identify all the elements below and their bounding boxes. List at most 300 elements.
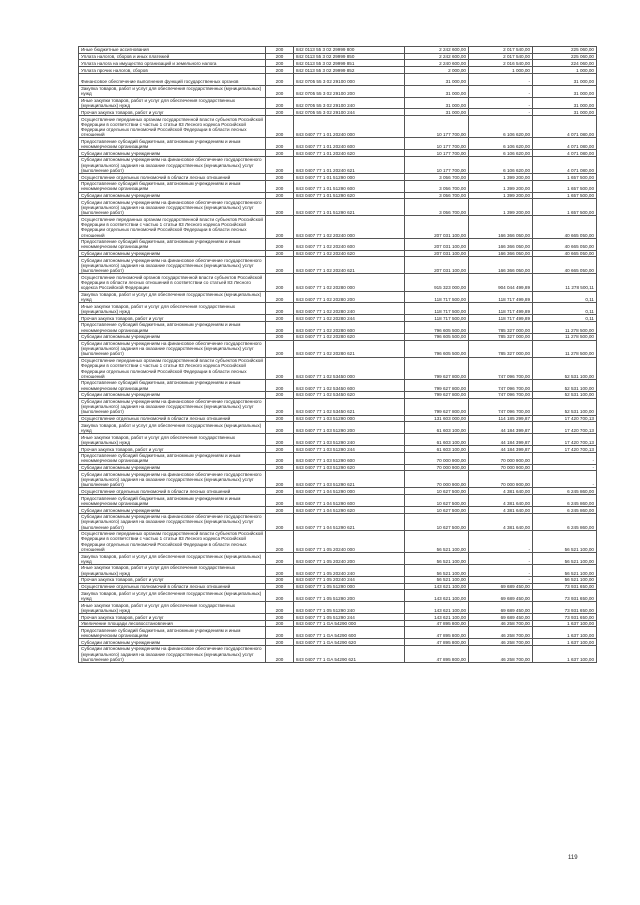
row-unexecuted: 56 521 100,00: [533, 564, 597, 576]
row-line-code: 200: [266, 156, 294, 173]
row-unexecuted: 4 071 080,00: [533, 150, 597, 157]
table-row: [79, 274, 597, 291]
table-row: [79, 583, 597, 590]
row-unexecuted: 17 420 700,13: [533, 446, 597, 453]
row-budget-code: 843 0407 77 1 01 20240 621: [294, 156, 405, 173]
row-line-code: 200: [266, 564, 294, 576]
table-row: [79, 452, 597, 464]
row-budget-code: 843 0407 77 1 03 51290 240: [294, 434, 405, 446]
row-name: Субсидии автономным учреждениям на финансовое обеспечение государственного (муниципального) задания на оказание государственных (муниципальных) услуг (выполнение работ): [79, 471, 266, 488]
row-approved: 70 000 900,00: [405, 471, 469, 488]
row-budget-code: 842 0705 55 3 02 29100 244: [294, 109, 405, 116]
row-executed: 2 017 540,00: [469, 53, 533, 60]
row-line-code: 200: [266, 553, 294, 565]
page-number: 119: [568, 855, 578, 861]
row-budget-code: 843 0407 77 1 04 51290 600: [294, 495, 405, 507]
row-line-code: 200: [266, 379, 294, 391]
table-row: [79, 627, 597, 639]
row-unexecuted: 31 000,00: [533, 73, 597, 85]
row-unexecuted: 73 931 650,00: [533, 590, 597, 602]
row-approved: 10 177 700,00: [405, 156, 469, 173]
row-line-code: 200: [266, 639, 294, 646]
row-budget-code: 843 0407 77 1 02 53450 600: [294, 379, 405, 391]
row-budget-code: 843 0407 77 1 03 51290 200: [294, 422, 405, 434]
row-approved: 10 177 700,00: [405, 150, 469, 157]
row-unexecuted: 0,11: [533, 315, 597, 322]
row-approved: 799 627 800,00: [405, 357, 469, 379]
row-name: Субсидии автономным учреждениям: [79, 250, 266, 257]
row-unexecuted: 1 657 500,00: [533, 174, 597, 181]
row-budget-code: 843 0407 77 1 02 20240 621: [294, 257, 405, 274]
row-line-code: 200: [266, 60, 294, 67]
table-row: [79, 150, 597, 157]
row-unexecuted: 4 071 080,00: [533, 156, 597, 173]
row-budget-code: 843 0407 77 1 01 20240 600: [294, 138, 405, 150]
row-approved: 131 603 000,00: [405, 415, 469, 422]
table-row: [79, 291, 597, 303]
row-unexecuted: 11 278 500,11: [533, 274, 597, 291]
row-budget-code: 843 0407 77 1 02 20240 000: [294, 216, 405, 238]
row-approved: 207 031 100,00: [405, 257, 469, 274]
row-line-code: 200: [266, 257, 294, 274]
row-line-code: 200: [266, 464, 294, 471]
row-name: Субсидии автономным учреждениям: [79, 391, 266, 398]
row-unexecuted: 4 071 080,00: [533, 138, 597, 150]
row-unexecuted: 11 278 500,00: [533, 333, 597, 340]
row-approved: 799 627 800,00: [405, 398, 469, 415]
row-unexecuted: 1 637 100,00: [533, 639, 597, 646]
row-budget-code: 843 0407 77 1 02 20280 600: [294, 321, 405, 333]
row-line-code: 200: [266, 180, 294, 192]
row-budget-code: 843 0407 77 1 04 51290 621: [294, 513, 405, 530]
row-line-code: 200: [266, 488, 294, 495]
table-row: [79, 379, 597, 391]
row-budget-code: 843 0407 77 1 05 51290 240: [294, 602, 405, 614]
row-approved: 207 031 100,00: [405, 216, 469, 238]
row-executed: 70 000 900,00: [469, 464, 533, 471]
row-unexecuted: 73 931 650,00: [533, 614, 597, 621]
row-line-code: 200: [266, 238, 294, 250]
row-executed: 747 096 700,00: [469, 357, 533, 379]
row-budget-code: 843 0407 77 1 05 20240 200: [294, 553, 405, 565]
row-line-code: 200: [266, 530, 294, 552]
row-executed: 4 381 640,00: [469, 488, 533, 495]
row-executed: 2 017 540,00: [469, 47, 533, 54]
row-name: Иные бюджетные ассигнования: [79, 47, 266, 54]
row-executed: 785 327 000,00: [469, 321, 533, 333]
row-approved: 70 000 900,00: [405, 464, 469, 471]
table-row: [79, 174, 597, 181]
row-name: Прочая закупка товаров, работ и услуг: [79, 576, 266, 583]
row-approved: 61 603 100,00: [405, 422, 469, 434]
row-unexecuted: 1 000,00: [533, 67, 597, 74]
row-name: Иные закупки товаров, работ и услуг для обеспечения государственных (муниципальных) нужд: [79, 303, 266, 315]
row-line-code: 200: [266, 398, 294, 415]
row-name: Иные закупки товаров, работ и услуг для обеспечения государственных (муниципальных) нужд: [79, 564, 266, 576]
row-executed: 1 399 200,00: [469, 199, 533, 216]
row-approved: 2 240 600,00: [405, 60, 469, 67]
row-name: Субсидии автономным учреждениям: [79, 464, 266, 471]
row-unexecuted: 0,11: [533, 303, 597, 315]
row-name: Субсидии автономным учреждениям на финансовое обеспечение государственного (муниципального) задания на оказание государственных (муниципальных) услуг (выполнение работ): [79, 156, 266, 173]
row-executed: 6 106 620,00: [469, 116, 533, 138]
row-approved: 31 000,00: [405, 85, 469, 97]
row-executed: 70 000 900,00: [469, 452, 533, 464]
row-executed: -: [469, 73, 533, 85]
table-row: [79, 97, 597, 109]
row-budget-code: 843 0407 77 1 02 20280 244: [294, 315, 405, 322]
row-line-code: 200: [266, 590, 294, 602]
row-unexecuted: 52 531 100,00: [533, 398, 597, 415]
row-approved: 796 605 500,00: [405, 340, 469, 357]
row-name: Закупка товаров, работ и услуг для обеспечения государственных (муниципальных) нужд: [79, 291, 266, 303]
row-line-code: 200: [266, 192, 294, 199]
row-unexecuted: 6 245 860,00: [533, 495, 597, 507]
table-row: [79, 60, 597, 67]
row-executed: -: [469, 553, 533, 565]
row-budget-code: 843 0407 77 1 01 20240 000: [294, 116, 405, 138]
row-executed: 118 717 499,89: [469, 315, 533, 322]
row-executed: 6 106 620,00: [469, 150, 533, 157]
row-unexecuted: 31 000,00: [533, 109, 597, 116]
row-line-code: 200: [266, 415, 294, 422]
table-row: [79, 199, 597, 216]
row-budget-code: 843 0407 77 1 02 20280 621: [294, 340, 405, 357]
table-row: [79, 180, 597, 192]
row-executed: 46 258 700,00: [469, 645, 533, 662]
table-row: [79, 303, 597, 315]
row-approved: 47 895 800,00: [405, 627, 469, 639]
row-name: Субсидии автономным учреждениям на финансовое обеспечение государственного (муниципального) задания на оказание государственных (муниципальных) услуг (выполнение работ): [79, 398, 266, 415]
row-approved: 10 627 500,00: [405, 507, 469, 514]
table-row: [79, 138, 597, 150]
budget-execution-table: [78, 46, 597, 663]
row-budget-code: 843 0407 77 1 02 20280 240: [294, 303, 405, 315]
row-executed: 1 399 200,00: [469, 174, 533, 181]
row-line-code: 200: [266, 291, 294, 303]
row-line-code: 200: [266, 321, 294, 333]
table-row: [79, 639, 597, 646]
row-executed: -: [469, 530, 533, 552]
row-approved: 10 177 700,00: [405, 138, 469, 150]
row-unexecuted: 6 245 860,00: [533, 488, 597, 495]
row-unexecuted: 73 931 650,00: [533, 602, 597, 614]
table-row: [79, 553, 597, 565]
row-line-code: 200: [266, 357, 294, 379]
row-approved: 56 521 100,00: [405, 553, 469, 565]
table-row: [79, 250, 597, 257]
table-row: [79, 620, 597, 627]
row-budget-code: 843 0407 77 1 05 51290 200: [294, 590, 405, 602]
row-line-code: 200: [266, 97, 294, 109]
table-row: [79, 257, 597, 274]
table-row: [79, 109, 597, 116]
row-executed: 785 327 000,00: [469, 340, 533, 357]
row-line-code: 200: [266, 602, 294, 614]
table-row: [79, 53, 597, 60]
row-budget-code: 842 0705 55 3 02 29100 200: [294, 85, 405, 97]
row-unexecuted: 225 060,00: [533, 53, 597, 60]
table-row: [79, 564, 597, 576]
row-executed: 747 096 700,00: [469, 391, 533, 398]
row-unexecuted: -: [533, 452, 597, 464]
table-row: [79, 590, 597, 602]
row-unexecuted: 11 278 500,00: [533, 340, 597, 357]
row-executed: -: [469, 576, 533, 583]
row-line-code: 200: [266, 446, 294, 453]
row-approved: 118 717 500,00: [405, 315, 469, 322]
row-name: Предоставление субсидий бюджетным, автономным учреждениям и иным некоммерческим организациям: [79, 138, 266, 150]
table-row: [79, 446, 597, 453]
row-budget-code: 843 0407 77 1 03 51290 620: [294, 464, 405, 471]
row-unexecuted: 56 521 100,00: [533, 553, 597, 565]
row-name: Субсидии автономным учреждениям: [79, 192, 266, 199]
row-executed: 69 689 450,00: [469, 602, 533, 614]
row-line-code: 200: [266, 513, 294, 530]
row-executed: -: [469, 97, 533, 109]
row-budget-code: 843 0407 77 1 04 51290 620: [294, 507, 405, 514]
row-line-code: 200: [266, 85, 294, 97]
row-budget-code: 843 0407 77 1 02 20240 600: [294, 238, 405, 250]
table-row: [79, 602, 597, 614]
row-name: Предоставление субсидий бюджетным, автономным учреждениям и иным некоммерческим организациям: [79, 452, 266, 464]
row-approved: 2 242 600,00: [405, 47, 469, 54]
row-line-code: 200: [266, 53, 294, 60]
row-executed: -: [469, 85, 533, 97]
row-unexecuted: 56 521 100,00: [533, 576, 597, 583]
row-executed: 69 689 450,00: [469, 614, 533, 621]
row-name: Предоставление субсидий бюджетным, автономным учреждениям и иным некоммерческим организациям: [79, 627, 266, 639]
row-executed: 1 399 200,00: [469, 180, 533, 192]
row-line-code: 200: [266, 645, 294, 662]
row-name: Иные закупки товаров, работ и услуг для обеспечения государственных (муниципальных) нужд: [79, 434, 266, 446]
row-approved: 2 242 600,00: [405, 53, 469, 60]
row-name: Субсидии автономным учреждениям на финансовое обеспечение государственного (муниципального) задания на оказание государственных (муниципальных) услуг (выполнение работ): [79, 513, 266, 530]
row-line-code: 200: [266, 274, 294, 291]
row-budget-code: 843 0407 77 1 05 20240 000: [294, 530, 405, 552]
row-name: Осуществление отдельных полномочий в области лесных отношений: [79, 583, 266, 590]
row-unexecuted: 40 665 050,00: [533, 238, 597, 250]
row-approved: 56 521 100,00: [405, 576, 469, 583]
row-unexecuted: 224 060,00: [533, 60, 597, 67]
row-name: Осуществление переданных органам государственной власти субъектов Российской Федерации в соответствии с частью 1 статьи 83 Лесного кодекса Российской Федерации отдельных полномочий Российской Федерации в области лесных отношений: [79, 530, 266, 552]
table-row: [79, 614, 597, 621]
row-line-code: 200: [266, 67, 294, 74]
row-name: Осуществление отдельных полномочий в области лесных отношений: [79, 174, 266, 181]
row-budget-code: 843 0407 77 1 02 20280 620: [294, 333, 405, 340]
table-body: [79, 47, 597, 663]
row-unexecuted: 1 637 100,00: [533, 620, 597, 627]
row-budget-code: 842 0113 55 3 02 29999 851: [294, 60, 405, 67]
row-unexecuted: 225 060,00: [533, 47, 597, 54]
table-row: [79, 357, 597, 379]
table-row: [79, 530, 597, 552]
row-executed: 6 106 620,00: [469, 156, 533, 173]
row-line-code: 200: [266, 583, 294, 590]
row-approved: 31 000,00: [405, 109, 469, 116]
row-approved: 3 056 700,00: [405, 192, 469, 199]
row-approved: 3 056 700,00: [405, 174, 469, 181]
row-unexecuted: -: [533, 471, 597, 488]
row-name: Осуществление отдельных полномочий в области лесных отношений: [79, 488, 266, 495]
row-budget-code: 843 0407 77 1 01 51290 600: [294, 180, 405, 192]
row-line-code: 200: [266, 250, 294, 257]
row-line-code: 200: [266, 109, 294, 116]
row-unexecuted: 40 665 050,00: [533, 250, 597, 257]
row-approved: 10 627 500,00: [405, 513, 469, 530]
row-budget-code: 843 0407 77 1 04 51290 000: [294, 488, 405, 495]
row-name: Иные закупки товаров, работ и услуг для обеспечения государственных (муниципальных) нужд: [79, 602, 266, 614]
row-executed: 166 366 050,00: [469, 216, 533, 238]
row-budget-code: 843 0407 77 1 01 51290 000: [294, 174, 405, 181]
row-line-code: 200: [266, 471, 294, 488]
row-unexecuted: 17 420 700,13: [533, 415, 597, 422]
row-unexecuted: 4 071 080,00: [533, 116, 597, 138]
row-approved: 61 603 100,00: [405, 446, 469, 453]
row-budget-code: 843 0407 77 1 02 53450 620: [294, 391, 405, 398]
table-row: [79, 434, 597, 446]
row-approved: 118 717 500,00: [405, 303, 469, 315]
row-executed: 46 258 700,00: [469, 620, 533, 627]
row-line-code: 200: [266, 303, 294, 315]
row-approved: 143 621 100,00: [405, 590, 469, 602]
table-row: [79, 495, 597, 507]
row-approved: 207 031 100,00: [405, 250, 469, 257]
row-name: Прочая закупка товаров, работ и услуг: [79, 315, 266, 322]
row-approved: 143 621 100,00: [405, 614, 469, 621]
row-executed: 4 381 640,00: [469, 507, 533, 514]
table-row: [79, 216, 597, 238]
table-row: [79, 156, 597, 173]
row-line-code: 200: [266, 47, 294, 54]
row-unexecuted: 17 420 700,13: [533, 434, 597, 446]
row-name: Уплата налога на имущество организаций и земельного налога: [79, 60, 266, 67]
row-budget-code: 843 0407 77 1 03 51290 600: [294, 452, 405, 464]
row-budget-code: 843 0407 77 1 05 20240 244: [294, 576, 405, 583]
row-approved: 47 895 800,00: [405, 620, 469, 627]
row-budget-code: 842 0705 55 3 02 29100 240: [294, 97, 405, 109]
table-row: [79, 398, 597, 415]
row-unexecuted: 1 657 500,00: [533, 192, 597, 199]
row-name: Закупка товаров, работ и услуг для обеспечения государственных (муниципальных) нужд: [79, 85, 266, 97]
row-name: Осуществление переданных органам государственной власти субъектов Российской Федерации в соответствии с частью 1 статьи 83 Лесного кодекса Российской Федерации отдельных полномочий Российской Федерации в области лесных отношений: [79, 357, 266, 379]
row-line-code: 200: [266, 116, 294, 138]
row-approved: 796 605 500,00: [405, 333, 469, 340]
row-name: Закупка товаров, работ и услуг для обеспечения государственных (муниципальных) нужд: [79, 590, 266, 602]
table-row: [79, 471, 597, 488]
row-budget-code: 843 0407 77 1 GA 54290 000: [294, 620, 405, 627]
row-budget-code: 843 0407 77 1 05 51290 000: [294, 583, 405, 590]
row-budget-code: 843 0407 77 1 02 20280 000: [294, 274, 405, 291]
row-executed: 166 366 050,00: [469, 257, 533, 274]
row-budget-code: 842 0113 55 3 02 29999 800: [294, 47, 405, 54]
row-approved: 10 627 500,00: [405, 495, 469, 507]
row-approved: 143 621 100,00: [405, 602, 469, 614]
row-budget-code: 843 0407 77 1 03 51290 244: [294, 446, 405, 453]
row-executed: 46 258 700,00: [469, 639, 533, 646]
row-approved: 915 323 000,00: [405, 274, 469, 291]
row-executed: 44 184 399,87: [469, 422, 533, 434]
row-line-code: 200: [266, 507, 294, 514]
row-approved: 56 521 100,00: [405, 564, 469, 576]
row-name: Предоставление субсидий бюджетным, автономным учреждениям и иным некоммерческим организациям: [79, 238, 266, 250]
row-line-code: 200: [266, 340, 294, 357]
row-unexecuted: 1 637 100,00: [533, 627, 597, 639]
row-approved: 2 000,00: [405, 67, 469, 74]
row-line-code: 200: [266, 620, 294, 627]
row-budget-code: 842 0705 55 3 02 29100 000: [294, 73, 405, 85]
row-approved: 143 621 100,00: [405, 583, 469, 590]
row-unexecuted: 40 665 050,00: [533, 257, 597, 274]
table-row: [79, 116, 597, 138]
table-row: [79, 85, 597, 97]
table-row: [79, 333, 597, 340]
table-row: [79, 47, 597, 54]
row-unexecuted: 11 278 500,00: [533, 321, 597, 333]
row-line-code: 200: [266, 495, 294, 507]
table-row: [79, 192, 597, 199]
row-name: Финансовое обеспечение выполнения функций государственных органов: [79, 73, 266, 85]
table-row: [79, 340, 597, 357]
table-row: [79, 464, 597, 471]
row-line-code: 200: [266, 614, 294, 621]
row-line-code: 200: [266, 216, 294, 238]
row-line-code: 200: [266, 627, 294, 639]
row-executed: -: [469, 109, 533, 116]
row-line-code: 200: [266, 150, 294, 157]
row-unexecuted: 6 245 860,00: [533, 507, 597, 514]
row-approved: 796 605 500,00: [405, 321, 469, 333]
row-approved: 799 627 800,00: [405, 379, 469, 391]
row-executed: 70 000 900,00: [469, 471, 533, 488]
row-executed: 44 184 399,87: [469, 446, 533, 453]
row-line-code: 200: [266, 452, 294, 464]
row-unexecuted: 1 657 500,00: [533, 180, 597, 192]
row-approved: 31 000,00: [405, 73, 469, 85]
row-executed: 785 327 000,00: [469, 333, 533, 340]
row-executed: 114 185 299,87: [469, 415, 533, 422]
row-executed: 2 016 540,00: [469, 60, 533, 67]
table-row: [79, 513, 597, 530]
row-line-code: 200: [266, 73, 294, 85]
row-executed: 1 399 200,00: [469, 192, 533, 199]
row-unexecuted: 40 665 050,00: [533, 216, 597, 238]
row-budget-code: 843 0407 77 1 02 53450 000: [294, 357, 405, 379]
table-row: [79, 507, 597, 514]
row-approved: 3 056 700,00: [405, 199, 469, 216]
row-executed: 166 366 050,00: [469, 238, 533, 250]
row-unexecuted: 52 531 100,00: [533, 391, 597, 398]
row-name: Осуществление переданных органам государственной власти субъектов Российской Федерации в соответствии с частью 1 статьи 83 Лесного кодекса Российской Федерации отдельных полномочий Российской Федерации в области лесных отношений: [79, 216, 266, 238]
row-budget-code: 843 0407 77 1 05 51290 244: [294, 614, 405, 621]
row-executed: 46 258 700,00: [469, 627, 533, 639]
table-row: [79, 321, 597, 333]
row-name: Закупка товаров, работ и услуг для обеспечения государственных (муниципальных) нужд: [79, 553, 266, 565]
row-executed: 166 366 050,00: [469, 250, 533, 257]
row-budget-code: 843 0407 77 1 01 20240 620: [294, 150, 405, 157]
table-row: [79, 415, 597, 422]
row-budget-code: 843 0407 77 1 03 51290 621: [294, 471, 405, 488]
row-unexecuted: -: [533, 464, 597, 471]
row-line-code: 200: [266, 333, 294, 340]
row-name: Субсидии автономным учреждениям на финансовое обеспечение государственного (муниципального) задания на оказание государственных (муниципальных) услуг (выполнение работ): [79, 257, 266, 274]
row-name: Предоставление субсидий бюджетным, автономным учреждениям и иным некоммерческим организациям: [79, 180, 266, 192]
row-executed: 1 000,00: [469, 67, 533, 74]
row-line-code: 200: [266, 422, 294, 434]
row-name: Субсидии автономным учреждениям на финансовое обеспечение государственного (муниципального) задания на оказание государственных (муниципальных) услуг (выполнение работ): [79, 199, 266, 216]
row-executed: 4 381 640,00: [469, 495, 533, 507]
row-approved: 118 717 500,00: [405, 291, 469, 303]
